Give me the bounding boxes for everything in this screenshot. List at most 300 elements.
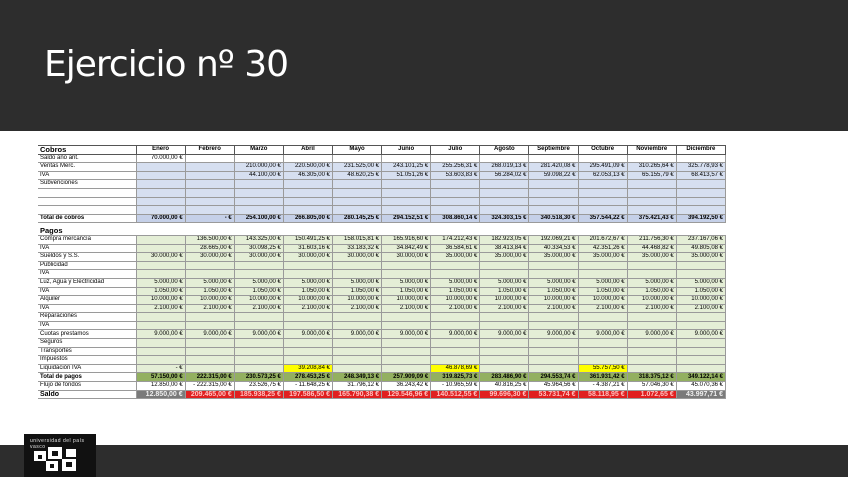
cell[interactable]: 51.051,26 € bbox=[382, 171, 431, 180]
cell[interactable]: 268.019,13 € bbox=[480, 163, 529, 172]
cell[interactable] bbox=[578, 188, 627, 197]
cell[interactable] bbox=[382, 347, 431, 356]
cell[interactable] bbox=[480, 261, 529, 270]
cell[interactable] bbox=[332, 321, 381, 330]
cell[interactable]: 2.100,00 € bbox=[480, 304, 529, 313]
cell[interactable] bbox=[136, 261, 185, 270]
cell[interactable] bbox=[578, 261, 627, 270]
cell[interactable] bbox=[431, 339, 480, 348]
cell[interactable] bbox=[480, 339, 529, 348]
cell[interactable] bbox=[283, 356, 332, 365]
cell[interactable]: 150.491,25 € bbox=[283, 235, 332, 244]
cell[interactable]: 2.100,00 € bbox=[185, 304, 234, 313]
cell[interactable]: 255.256,31 € bbox=[431, 163, 480, 172]
cell[interactable] bbox=[627, 197, 676, 206]
cell[interactable] bbox=[529, 313, 578, 322]
cell[interactable] bbox=[332, 347, 381, 356]
cell[interactable] bbox=[676, 180, 725, 189]
cell[interactable]: - 222.315,00 € bbox=[185, 382, 234, 391]
cell[interactable] bbox=[185, 313, 234, 322]
cell[interactable]: 68.413,57 € bbox=[676, 171, 725, 180]
cell[interactable]: 39.208,84 € bbox=[283, 364, 332, 373]
cell[interactable] bbox=[283, 321, 332, 330]
cell[interactable] bbox=[529, 339, 578, 348]
cell[interactable] bbox=[185, 356, 234, 365]
cell[interactable]: 220.500,00 € bbox=[283, 163, 332, 172]
cell[interactable]: 9.000,00 € bbox=[480, 330, 529, 339]
cell[interactable] bbox=[529, 188, 578, 197]
cell[interactable] bbox=[185, 197, 234, 206]
cell[interactable] bbox=[627, 206, 676, 215]
cell[interactable]: 10.000,00 € bbox=[283, 296, 332, 305]
cell[interactable]: 197.586,50 € bbox=[283, 390, 332, 399]
cell[interactable]: 58.118,95 € bbox=[578, 390, 627, 399]
cell[interactable] bbox=[136, 180, 185, 189]
cell[interactable]: 185.938,25 € bbox=[234, 390, 283, 399]
cell[interactable] bbox=[283, 313, 332, 322]
cell[interactable]: 30.000,00 € bbox=[332, 253, 381, 262]
cell[interactable] bbox=[382, 364, 431, 373]
cell[interactable]: - 11.648,25 € bbox=[283, 382, 332, 391]
cell[interactable] bbox=[627, 270, 676, 279]
cell[interactable]: 46.878,69 € bbox=[431, 364, 480, 373]
cell[interactable]: 9.000,00 € bbox=[382, 330, 431, 339]
cell[interactable] bbox=[136, 188, 185, 197]
cell[interactable] bbox=[627, 339, 676, 348]
cell[interactable]: 45.964,56 € bbox=[529, 382, 578, 391]
cell[interactable]: 10.000,00 € bbox=[332, 296, 381, 305]
cell[interactable] bbox=[431, 261, 480, 270]
cell[interactable] bbox=[136, 197, 185, 206]
cell[interactable]: 361.931,42 € bbox=[578, 373, 627, 382]
cell[interactable] bbox=[234, 364, 283, 373]
cell[interactable] bbox=[431, 188, 480, 197]
cell[interactable] bbox=[185, 188, 234, 197]
cell[interactable]: 9.000,00 € bbox=[185, 330, 234, 339]
cell[interactable] bbox=[136, 163, 185, 172]
cell[interactable]: 35.000,00 € bbox=[627, 253, 676, 262]
cell[interactable] bbox=[627, 154, 676, 163]
cell[interactable] bbox=[234, 261, 283, 270]
cell[interactable]: 30.000,00 € bbox=[382, 253, 431, 262]
cell[interactable] bbox=[185, 206, 234, 215]
cell[interactable] bbox=[283, 154, 332, 163]
cell[interactable] bbox=[234, 321, 283, 330]
cell[interactable] bbox=[627, 313, 676, 322]
cell[interactable]: 35.000,00 € bbox=[431, 253, 480, 262]
cell[interactable]: 57.150,00 € bbox=[136, 373, 185, 382]
cell[interactable]: 9.000,00 € bbox=[332, 330, 381, 339]
cell[interactable] bbox=[185, 347, 234, 356]
cell[interactable]: 375.421,43 € bbox=[627, 214, 676, 223]
cell[interactable] bbox=[529, 180, 578, 189]
cell[interactable]: 30.000,00 € bbox=[136, 253, 185, 262]
cell[interactable]: 5.000,00 € bbox=[627, 278, 676, 287]
cell[interactable] bbox=[431, 270, 480, 279]
cell[interactable]: 1.050,00 € bbox=[382, 287, 431, 296]
cell[interactable]: 192.069,21 € bbox=[529, 235, 578, 244]
cell[interactable] bbox=[578, 347, 627, 356]
cell[interactable]: 230.573,25 € bbox=[234, 373, 283, 382]
cell[interactable]: 49.805,08 € bbox=[676, 244, 725, 253]
cell[interactable] bbox=[332, 188, 381, 197]
cell[interactable] bbox=[185, 180, 234, 189]
cell[interactable]: 5.000,00 € bbox=[529, 278, 578, 287]
cell[interactable] bbox=[283, 197, 332, 206]
cell[interactable] bbox=[676, 188, 725, 197]
cell[interactable] bbox=[185, 261, 234, 270]
cell[interactable]: 55.757,50 € bbox=[578, 364, 627, 373]
cell[interactable] bbox=[578, 356, 627, 365]
cell[interactable]: 2.100,00 € bbox=[234, 304, 283, 313]
cell[interactable] bbox=[382, 270, 431, 279]
cell[interactable]: 5.000,00 € bbox=[382, 278, 431, 287]
cell[interactable] bbox=[431, 180, 480, 189]
cell[interactable]: 310.265,64 € bbox=[627, 163, 676, 172]
cell[interactable]: 10.000,00 € bbox=[431, 296, 480, 305]
cell[interactable]: 324.303,15 € bbox=[480, 214, 529, 223]
cell[interactable] bbox=[676, 313, 725, 322]
cell[interactable] bbox=[529, 321, 578, 330]
cell[interactable] bbox=[676, 356, 725, 365]
cell[interactable] bbox=[234, 313, 283, 322]
cell[interactable] bbox=[529, 364, 578, 373]
cell[interactable]: 237.167,06 € bbox=[676, 235, 725, 244]
cell[interactable]: 35.000,00 € bbox=[480, 253, 529, 262]
cell[interactable]: - € bbox=[136, 364, 185, 373]
cell[interactable]: 10.000,00 € bbox=[676, 296, 725, 305]
cell[interactable]: 2.100,00 € bbox=[431, 304, 480, 313]
cell[interactable] bbox=[529, 197, 578, 206]
cell[interactable]: 278.453,25 € bbox=[283, 373, 332, 382]
cell[interactable]: 99.696,30 € bbox=[480, 390, 529, 399]
cell[interactable] bbox=[480, 313, 529, 322]
cell[interactable] bbox=[136, 235, 185, 244]
cell[interactable] bbox=[136, 356, 185, 365]
cell[interactable]: 9.000,00 € bbox=[136, 330, 185, 339]
cell[interactable]: 349.122,14 € bbox=[676, 373, 725, 382]
cell[interactable] bbox=[431, 154, 480, 163]
cell[interactable]: 5.000,00 € bbox=[283, 278, 332, 287]
cell[interactable]: 1.050,00 € bbox=[185, 287, 234, 296]
cell[interactable]: 325.778,93 € bbox=[676, 163, 725, 172]
cell[interactable] bbox=[431, 206, 480, 215]
cell[interactable]: - 4.387,21 € bbox=[578, 382, 627, 391]
cell[interactable] bbox=[382, 197, 431, 206]
cell[interactable] bbox=[382, 206, 431, 215]
cell[interactable]: 5.000,00 € bbox=[136, 278, 185, 287]
cell[interactable] bbox=[332, 180, 381, 189]
cell[interactable]: 35.000,00 € bbox=[676, 253, 725, 262]
cell[interactable]: 5.000,00 € bbox=[185, 278, 234, 287]
cell[interactable] bbox=[382, 339, 431, 348]
cell[interactable]: 2.100,00 € bbox=[382, 304, 431, 313]
cell[interactable]: 2.100,00 € bbox=[578, 304, 627, 313]
cell[interactable] bbox=[382, 356, 431, 365]
cell[interactable]: 1.072,65 € bbox=[627, 390, 676, 399]
cell[interactable]: 38.413,84 € bbox=[480, 244, 529, 253]
cell[interactable] bbox=[578, 339, 627, 348]
cell[interactable]: 44.468,82 € bbox=[627, 244, 676, 253]
cell[interactable]: 10.000,00 € bbox=[529, 296, 578, 305]
cell[interactable]: 36.584,61 € bbox=[431, 244, 480, 253]
cell[interactable]: 10.000,00 € bbox=[136, 296, 185, 305]
cell[interactable] bbox=[676, 321, 725, 330]
cell[interactable]: 394.192,50 € bbox=[676, 214, 725, 223]
cell[interactable]: 1.050,00 € bbox=[529, 287, 578, 296]
cell[interactable] bbox=[431, 313, 480, 322]
cell[interactable] bbox=[578, 197, 627, 206]
cell[interactable]: 143.325,00 € bbox=[234, 235, 283, 244]
cell[interactable]: 211.756,30 € bbox=[627, 235, 676, 244]
cell[interactable] bbox=[627, 180, 676, 189]
cell[interactable] bbox=[185, 154, 234, 163]
cell[interactable] bbox=[185, 339, 234, 348]
cell[interactable] bbox=[382, 321, 431, 330]
cell[interactable] bbox=[136, 339, 185, 348]
cell[interactable]: 248.349,13 € bbox=[332, 373, 381, 382]
cell[interactable]: 295.491,09 € bbox=[578, 163, 627, 172]
cell[interactable] bbox=[480, 188, 529, 197]
cell[interactable]: 10.000,00 € bbox=[578, 296, 627, 305]
cell[interactable] bbox=[431, 356, 480, 365]
cell[interactable] bbox=[627, 364, 676, 373]
cell[interactable]: 5.000,00 € bbox=[480, 278, 529, 287]
cell[interactable] bbox=[676, 154, 725, 163]
cell[interactable]: 35.000,00 € bbox=[578, 253, 627, 262]
cell[interactable]: 222.315,00 € bbox=[185, 373, 234, 382]
cell[interactable] bbox=[382, 313, 431, 322]
cell[interactable]: 294.553,74 € bbox=[529, 373, 578, 382]
cell[interactable] bbox=[136, 347, 185, 356]
cell[interactable]: 44.100,00 € bbox=[234, 171, 283, 180]
cell[interactable] bbox=[480, 364, 529, 373]
cell[interactable]: 31.796,12 € bbox=[332, 382, 381, 391]
cell[interactable] bbox=[578, 321, 627, 330]
cell[interactable] bbox=[234, 339, 283, 348]
cell[interactable] bbox=[529, 356, 578, 365]
cell[interactable]: 1.050,00 € bbox=[480, 287, 529, 296]
cell[interactable] bbox=[332, 313, 381, 322]
cell[interactable]: 5.000,00 € bbox=[332, 278, 381, 287]
cell[interactable]: 34.842,49 € bbox=[382, 244, 431, 253]
cell[interactable]: - 10.965,59 € bbox=[431, 382, 480, 391]
cell[interactable] bbox=[185, 171, 234, 180]
cell[interactable]: 62.053,13 € bbox=[578, 171, 627, 180]
cell[interactable]: 158.015,81 € bbox=[332, 235, 381, 244]
cell[interactable] bbox=[578, 180, 627, 189]
cell[interactable]: 5.000,00 € bbox=[431, 278, 480, 287]
cell[interactable]: 48.620,25 € bbox=[332, 171, 381, 180]
cell[interactable]: 9.000,00 € bbox=[283, 330, 332, 339]
cell[interactable] bbox=[185, 163, 234, 172]
cell[interactable] bbox=[382, 180, 431, 189]
cell[interactable]: 12.850,00 € bbox=[136, 390, 185, 399]
cell[interactable]: 43.997,71 € bbox=[676, 390, 725, 399]
cell[interactable]: 40.816,25 € bbox=[480, 382, 529, 391]
cell[interactable]: 30.000,00 € bbox=[283, 253, 332, 262]
cell[interactable] bbox=[332, 197, 381, 206]
cell[interactable]: 2.100,00 € bbox=[627, 304, 676, 313]
cell[interactable] bbox=[480, 180, 529, 189]
cell[interactable] bbox=[283, 180, 332, 189]
cell[interactable]: 9.000,00 € bbox=[627, 330, 676, 339]
cell[interactable] bbox=[332, 270, 381, 279]
cell[interactable] bbox=[185, 270, 234, 279]
cell[interactable] bbox=[529, 270, 578, 279]
cell[interactable]: 2.100,00 € bbox=[283, 304, 332, 313]
cell[interactable]: 140.512,55 € bbox=[431, 390, 480, 399]
cell[interactable]: 9.000,00 € bbox=[234, 330, 283, 339]
cell[interactable] bbox=[283, 261, 332, 270]
cell[interactable] bbox=[136, 206, 185, 215]
cell[interactable]: 59.098,22 € bbox=[529, 171, 578, 180]
cell[interactable]: 357.544,22 € bbox=[578, 214, 627, 223]
cell[interactable]: 243.101,25 € bbox=[382, 163, 431, 172]
cell[interactable]: 45.070,36 € bbox=[676, 382, 725, 391]
cell[interactable] bbox=[431, 321, 480, 330]
cell[interactable] bbox=[627, 356, 676, 365]
cell[interactable]: 33.183,32 € bbox=[332, 244, 381, 253]
cell[interactable]: 136.500,00 € bbox=[185, 235, 234, 244]
cell[interactable]: 10.000,00 € bbox=[480, 296, 529, 305]
cell[interactable]: 1.050,00 € bbox=[431, 287, 480, 296]
cell[interactable] bbox=[332, 356, 381, 365]
cell[interactable] bbox=[234, 154, 283, 163]
cell[interactable] bbox=[234, 347, 283, 356]
cell[interactable]: 30.000,00 € bbox=[234, 253, 283, 262]
cell[interactable]: 254.100,00 € bbox=[234, 214, 283, 223]
cell[interactable] bbox=[136, 270, 185, 279]
cell[interactable]: 1.050,00 € bbox=[578, 287, 627, 296]
cell[interactable] bbox=[676, 364, 725, 373]
cell[interactable] bbox=[480, 197, 529, 206]
cell[interactable] bbox=[136, 171, 185, 180]
cell[interactable]: 165.916,60 € bbox=[382, 235, 431, 244]
cell[interactable] bbox=[676, 270, 725, 279]
cell[interactable] bbox=[382, 154, 431, 163]
cell[interactable] bbox=[234, 270, 283, 279]
cell[interactable] bbox=[480, 347, 529, 356]
cell[interactable] bbox=[332, 154, 381, 163]
cell[interactable]: 210.000,00 € bbox=[234, 163, 283, 172]
cell[interactable]: 30.098,25 € bbox=[234, 244, 283, 253]
cell[interactable] bbox=[332, 339, 381, 348]
cell[interactable] bbox=[676, 339, 725, 348]
cell[interactable] bbox=[431, 197, 480, 206]
cell[interactable]: 257.909,09 € bbox=[382, 373, 431, 382]
cell[interactable]: 1.050,00 € bbox=[676, 287, 725, 296]
cell[interactable]: 31.603,16 € bbox=[283, 244, 332, 253]
cell[interactable]: 10.000,00 € bbox=[185, 296, 234, 305]
cell[interactable] bbox=[136, 313, 185, 322]
cell[interactable]: 40.334,53 € bbox=[529, 244, 578, 253]
cell[interactable]: 294.152,51 € bbox=[382, 214, 431, 223]
cell[interactable]: 56.284,02 € bbox=[480, 171, 529, 180]
cell[interactable] bbox=[136, 321, 185, 330]
cell[interactable] bbox=[676, 197, 725, 206]
cell[interactable]: 5.000,00 € bbox=[234, 278, 283, 287]
cell[interactable]: 9.000,00 € bbox=[578, 330, 627, 339]
cell[interactable] bbox=[332, 261, 381, 270]
cell[interactable]: 70.000,00 € bbox=[136, 214, 185, 223]
cell[interactable]: 1.050,00 € bbox=[627, 287, 676, 296]
cell[interactable] bbox=[480, 206, 529, 215]
cell[interactable] bbox=[480, 270, 529, 279]
cell[interactable]: 9.000,00 € bbox=[529, 330, 578, 339]
cell[interactable] bbox=[431, 347, 480, 356]
cell[interactable]: 201.672,67 € bbox=[578, 235, 627, 244]
cell[interactable]: 308.860,14 € bbox=[431, 214, 480, 223]
cell[interactable]: 1.050,00 € bbox=[136, 287, 185, 296]
cell[interactable] bbox=[234, 188, 283, 197]
cell[interactable] bbox=[332, 206, 381, 215]
cell[interactable]: 53.731,74 € bbox=[529, 390, 578, 399]
cell[interactable] bbox=[529, 206, 578, 215]
cell[interactable] bbox=[382, 261, 431, 270]
cell[interactable]: 281.420,08 € bbox=[529, 163, 578, 172]
cell[interactable] bbox=[578, 206, 627, 215]
cell[interactable]: 319.825,73 € bbox=[431, 373, 480, 382]
cell[interactable]: 46.305,00 € bbox=[283, 171, 332, 180]
cell[interactable] bbox=[676, 261, 725, 270]
cell[interactable]: 5.000,00 € bbox=[578, 278, 627, 287]
cell[interactable] bbox=[627, 347, 676, 356]
cell[interactable]: 57.046,30 € bbox=[627, 382, 676, 391]
cell[interactable]: 182.923,05 € bbox=[480, 235, 529, 244]
cell[interactable] bbox=[283, 347, 332, 356]
cell[interactable] bbox=[480, 356, 529, 365]
cell[interactable]: 283.486,90 € bbox=[480, 373, 529, 382]
cell[interactable]: 36.243,42 € bbox=[382, 382, 431, 391]
cell[interactable]: 2.100,00 € bbox=[136, 304, 185, 313]
cell[interactable]: 209.465,00 € bbox=[185, 390, 234, 399]
cell[interactable]: 129.546,96 € bbox=[382, 390, 431, 399]
cell[interactable]: - € bbox=[185, 214, 234, 223]
cell[interactable] bbox=[480, 321, 529, 330]
cell[interactable]: 9.000,00 € bbox=[431, 330, 480, 339]
cell[interactable] bbox=[234, 197, 283, 206]
cell[interactable]: 12.850,00 € bbox=[136, 382, 185, 391]
cell[interactable]: 2.100,00 € bbox=[529, 304, 578, 313]
cell[interactable] bbox=[283, 206, 332, 215]
cell[interactable] bbox=[480, 154, 529, 163]
cell[interactable] bbox=[578, 270, 627, 279]
cell[interactable]: 266.805,00 € bbox=[283, 214, 332, 223]
cell[interactable]: 28.665,00 € bbox=[185, 244, 234, 253]
cell[interactable]: 10.000,00 € bbox=[382, 296, 431, 305]
cell[interactable]: 318.375,12 € bbox=[627, 373, 676, 382]
cell[interactable]: 30.000,00 € bbox=[185, 253, 234, 262]
cell[interactable]: 1.050,00 € bbox=[283, 287, 332, 296]
cell[interactable] bbox=[529, 261, 578, 270]
cell[interactable]: 1.050,00 € bbox=[234, 287, 283, 296]
cell[interactable] bbox=[529, 154, 578, 163]
cell[interactable] bbox=[185, 321, 234, 330]
cell[interactable] bbox=[283, 188, 332, 197]
cell[interactable]: 280.145,25 € bbox=[332, 214, 381, 223]
cell[interactable] bbox=[578, 154, 627, 163]
cell[interactable] bbox=[529, 347, 578, 356]
cell[interactable]: 35.000,00 € bbox=[529, 253, 578, 262]
cell[interactable] bbox=[234, 180, 283, 189]
cell[interactable] bbox=[136, 244, 185, 253]
cell[interactable] bbox=[627, 188, 676, 197]
cell[interactable]: 9.000,00 € bbox=[676, 330, 725, 339]
cell[interactable]: 23.526,75 € bbox=[234, 382, 283, 391]
cell[interactable] bbox=[234, 206, 283, 215]
cell[interactable] bbox=[627, 321, 676, 330]
